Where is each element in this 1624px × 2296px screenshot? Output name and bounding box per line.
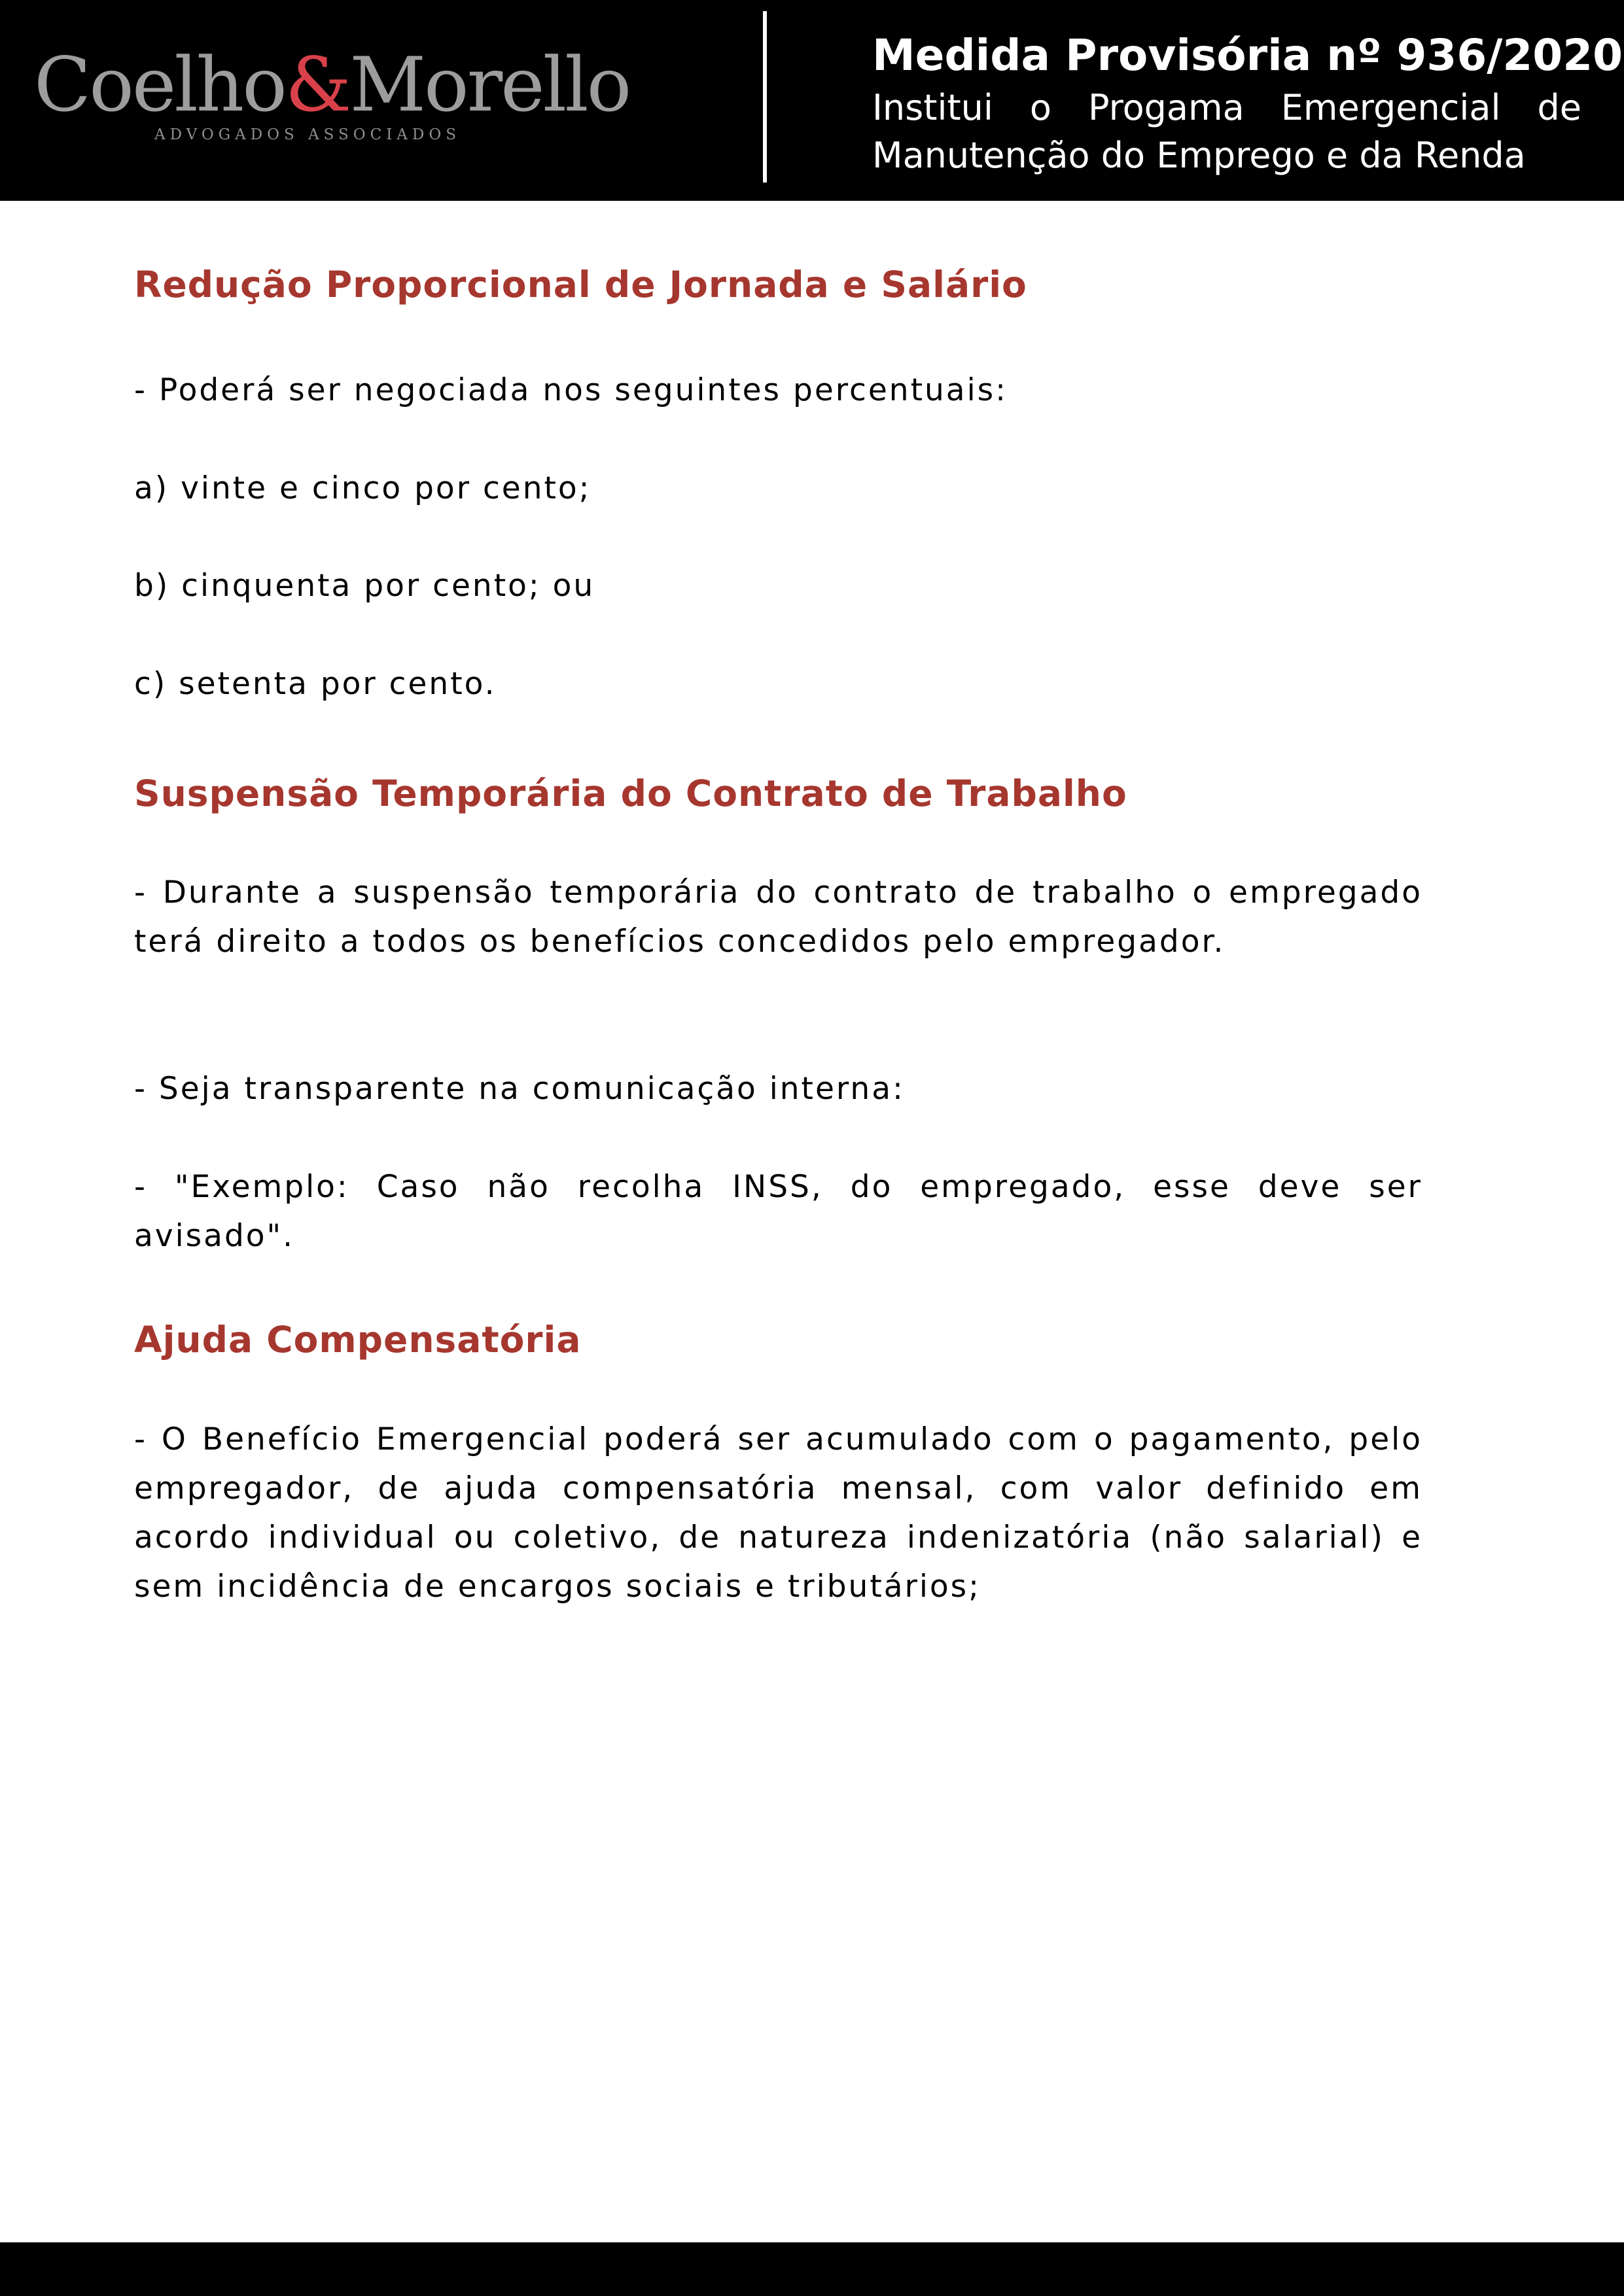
section-heading-ajuda: Ajuda Compensatória (134, 1319, 582, 1361)
company-logo (34, 41, 630, 152)
header-divider (763, 11, 767, 183)
suspensao-paragraph-1: - Durante a suspensão temporária do contrato de trabalho o empregado terá direito a todos os benefícios concedidos pelo empregador. (134, 875, 1422, 960)
reducao-intro: - Poderá ser negociada nos seguintes percentuais: (134, 372, 1008, 408)
logo-tagline: ADVOGADOS ASSOCIADOS (154, 126, 461, 143)
subtitle-line-2: Manutenção do Emprego e da Renda (872, 135, 1526, 176)
document-subtitle (872, 84, 1581, 179)
logo-wordmark (34, 41, 629, 130)
reducao-item-b: b) cinquenta por cento; ou (134, 568, 595, 604)
reducao-item-c: c) setenta por cento. (134, 666, 497, 702)
page-header (0, 0, 1624, 201)
section-heading-reducao: Redução Proporcional de Jornada e Salário (134, 264, 1027, 305)
logo-name-second: Morello (349, 41, 630, 128)
suspensao-paragraph-2: - Seja transparente na comunicação interna: (134, 1071, 905, 1107)
section-heading-suspensao: Suspensão Temporária do Contrato de Trabalho (134, 773, 1127, 814)
footer-bar (0, 2242, 1624, 2296)
reducao-item-a: a) vinte e cinco por cento; (134, 470, 591, 506)
subtitle-line-1: Institui o Progama Emergencial de (872, 87, 1581, 128)
logo-ampersand: & (285, 41, 350, 128)
document-title: Medida Provisória nº 936/2020 (872, 30, 1623, 80)
suspensao-paragraph-3: - "Exemplo: Caso não recolha INSS, do empregado, esse deve ser avisado". (134, 1169, 1422, 1254)
logo-name-first: Coelho (34, 41, 285, 128)
ajuda-paragraph-1: - O Benefício Emergencial poderá ser acumulado com o pagamento, pelo empregador, de ajuda compensatória mensal, com valor definido em acordo individual ou coletivo, de natureza indenizatória (não salarial) e sem incidência de encargos sociais e tributários; (134, 1421, 1422, 1605)
